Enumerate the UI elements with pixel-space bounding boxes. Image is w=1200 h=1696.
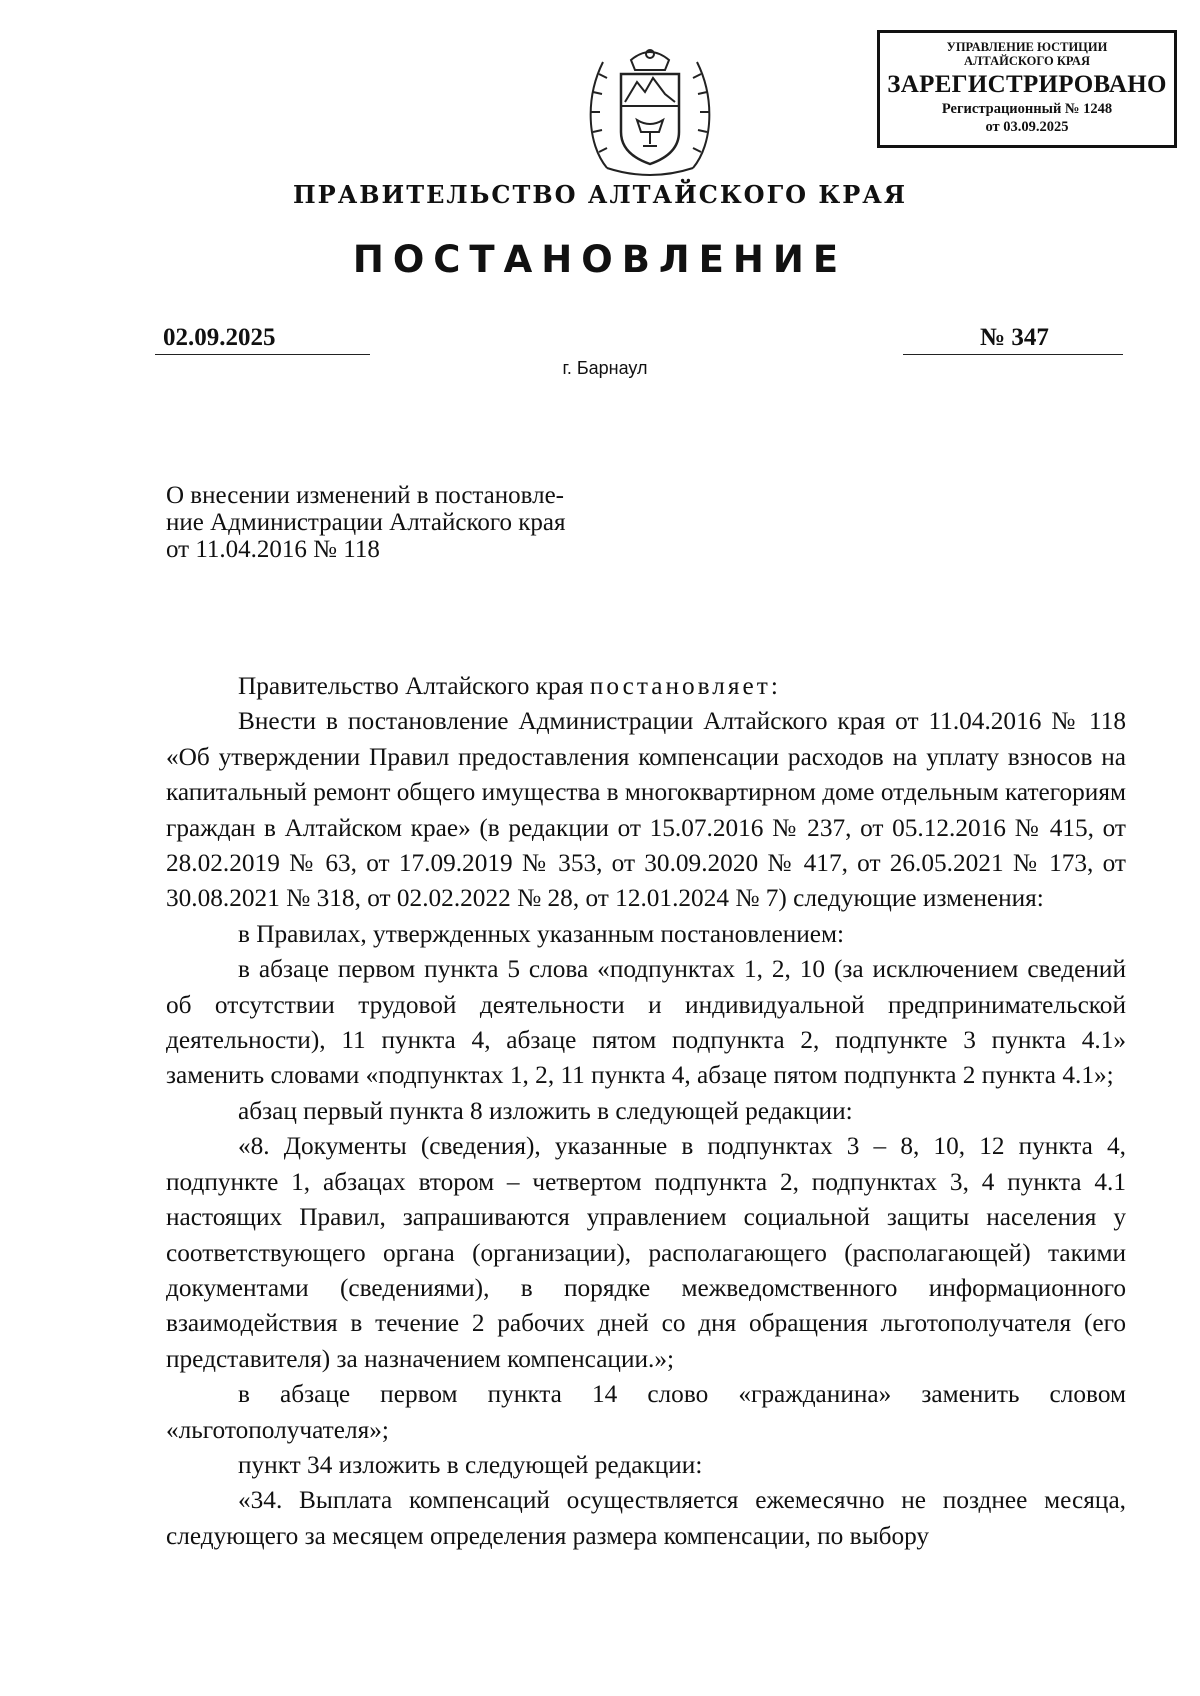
stamp-registration-number: Регистрационный № 1248 bbox=[941, 101, 1113, 117]
body-paragraph: абзац первый пункта 8 изложить в следующей редакции: bbox=[238, 1096, 853, 1125]
body-paragraph: пункт 34 изложить в следующей редакции: bbox=[238, 1450, 703, 1479]
subject-line: О внесении изменений в постановле- bbox=[166, 482, 564, 509]
body-paragraph: Внести в постановление Администрации Алтайского края от 11.04.2016 № 118 «Об утверждении Правил предоставления компенсации расходов на уплату взносов на капитальный ремонт общего имущества в многоквартирном доме отдельным категориям граждан в Алтайском крае» (в редакции от 15.07.2016 № 237, от 05.12.2016 № 415, от 28.02.2019 № 63, от 17.09.2019 № 353, от 30.09.2020 № 417, от 26.05.2021 № 173, от 30.08.2021 № 318, от 02.02.2022 № 28, от 12.01.2024 № 7) следующие изменения: bbox=[166, 707, 1126, 913]
decree-word: постановляет: bbox=[589, 672, 781, 700]
body-paragraph: в абзаце первом пункта 14 слово «гражданина» заменить словом «льготополучателя»; bbox=[166, 1380, 1126, 1444]
stamp-registration-date: от 03.09.2025 bbox=[985, 119, 1069, 135]
stamp-organization: УПРАВЛЕНИЕ ЮСТИЦИИ АЛТАЙСКОГО КРАЯ bbox=[946, 40, 1108, 68]
document-date: 02.09.2025 bbox=[155, 322, 370, 355]
subject-line: ние Администрации Алтайского края bbox=[166, 509, 566, 536]
government-title: ПРАВИТЕЛЬСТВО АЛТАЙСКОГО КРАЯ bbox=[292, 180, 908, 209]
document-body bbox=[166, 669, 1126, 1554]
document-type: ПОСТАНОВЛЕНИЕ bbox=[352, 238, 848, 281]
document-city: г. Барнаул bbox=[562, 358, 648, 378]
registration-stamp bbox=[877, 30, 1177, 148]
body-paragraph: «8. Документы (сведения), указанные в подпунктах 3 – 8, 10, 12 пункта 4, подпункте 1, абзацах втором – четвертом подпункта 2, подпунктах 3, 4 пункта 4.1 настоящих Правил, запрашиваются управлением социальной защиты населения у соответствующего органа (организации), располагающего (располагающей) такими документами (сведениями), в порядке межведомственного информационного взаимодействия в течение 2 рабочих дней со дня обращения льготополучателя (его представителя) за назначением компенсации.»; bbox=[166, 1132, 1126, 1373]
body-paragraph: в Правилах, утвержденных указанным постановлением: bbox=[238, 919, 845, 948]
preamble: Правительство Алтайского края постановляет: bbox=[238, 672, 781, 700]
document-subject bbox=[166, 482, 666, 563]
subject-line: от 11.04.2016 № 118 bbox=[166, 536, 380, 563]
document-number: № 347 bbox=[903, 322, 1123, 355]
stamp-status: ЗАРЕГИСТРИРОВАНО bbox=[887, 71, 1167, 98]
body-paragraph: «34. Выплата компенсаций осуществляется ежемесячно не позднее месяца, следующего за месяцем определения размера компенсации, по выбору bbox=[166, 1486, 1126, 1550]
body-paragraph: в абзаце первом пункта 5 слова «подпунктах 1, 2, 10 (за исключением сведений об отсутствии трудовой деятельности и индивидуальной предпринимательской деятельности), 11 пункта 4, абзаце пятом подпункта 2, подпункте 3 пункта 4.1» заменить словами «подпунктах 1, 2, 11 пункта 4, абзаце пятом подпункта 2 пункта 4.1»; bbox=[166, 955, 1126, 1090]
coat-of-arms-icon bbox=[585, 40, 715, 180]
